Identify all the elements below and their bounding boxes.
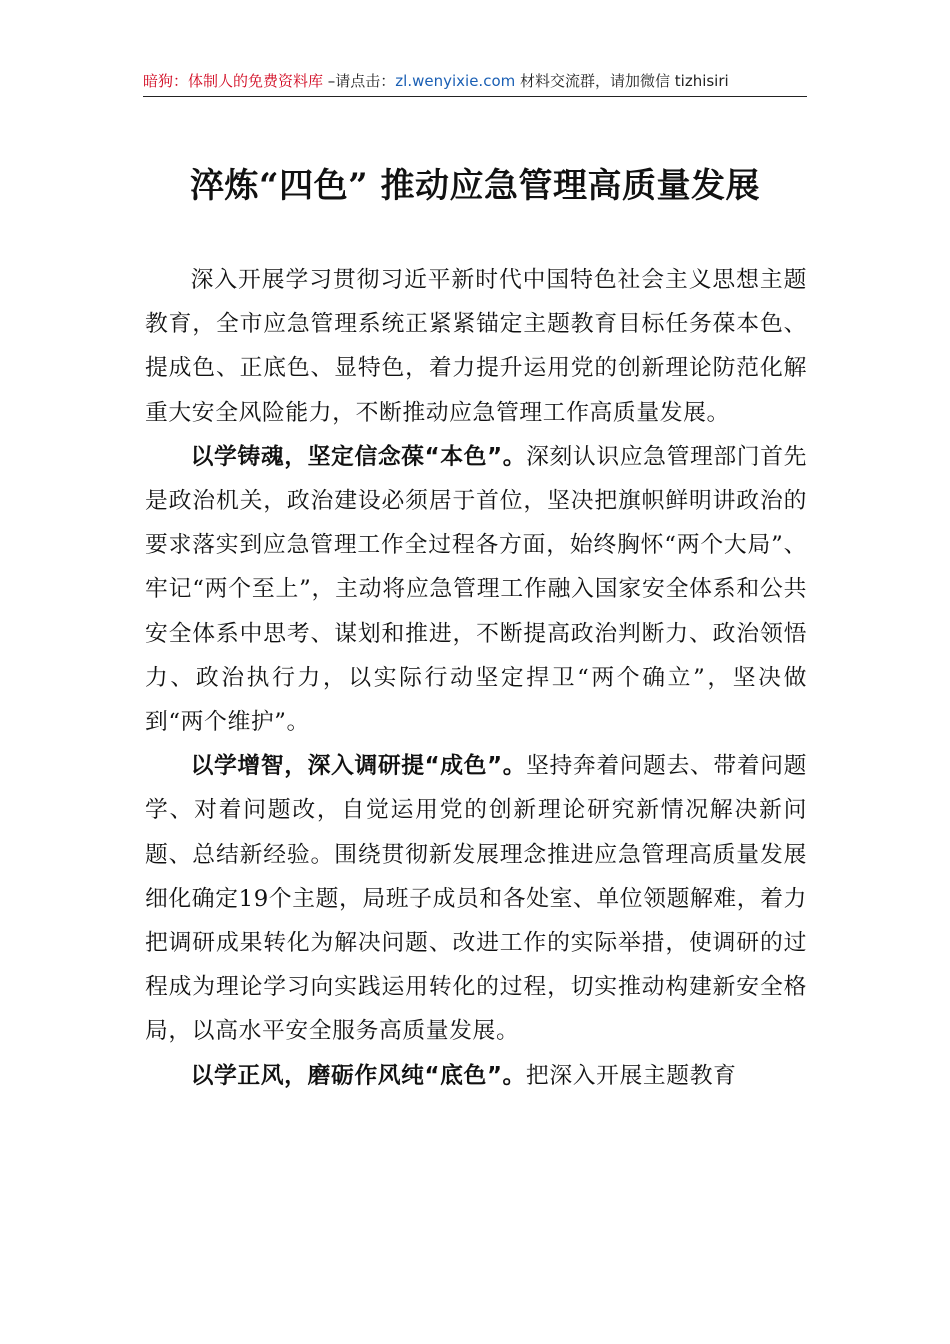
document-title: 淬炼“四色” 推动应急管理高质量发展	[190, 166, 760, 206]
paragraph-dise	[145, 1054, 807, 1098]
paragraph-text: 深入开展学习贯彻习近平新时代中国特色社会主义思想主题教育，全市应急管理系统正紧紧锚定主题教育目标任务葆本色、提成色、正底色、显特色，着力提升运用党的创新理论防范化解重大安全风险能力，不断推动应急管理工作高质量发展。	[145, 267, 807, 426]
paragraph-lead: 以学正风，磨砺作风纯“底色”。	[190, 1062, 526, 1089]
paragraph-chengse	[145, 744, 807, 1053]
header-click-prompt: –请点击：	[323, 72, 396, 90]
paragraph-text: 坚持奔着问题去、带着问题学、对着问题改，自觉运用党的创新理论研究新情况解决新问题、总结新经验。围绕贯彻新发展理念推进应急管理高质量发展细化确定19个主题，局班子成员和各处室、单位领题解难，着力把调研成果转化为解决问题、改进工作的实际举措，使调研的过程成为理论学习向实践运用转化的过程，切实推动构建新安全格局，以高水平安全服务高质量发展。	[145, 753, 808, 1045]
paragraph-text: 深刻认识应急管理部门首先是政治机关，政治建设必须居于首位，坚决把旗帜鲜明讲政治的要求落实到应急管理工作全过程各方面，始终胸怀“两个大局”、牢记“两个至上”，主动将应急管理工作融入国家安全体系和公共安全体系中思考、谋划和推进，不断提高政治判断力、政治领悟力、政治执行力，以实际行动坚定捍卫“两个确立”，坚决做到“两个维护”。	[145, 443, 808, 736]
paragraph-lead: 以学增智，深入调研提“成色”。	[190, 753, 527, 780]
header-site-link[interactable]: zl.wenyixie.com	[395, 72, 516, 90]
header-wechat-note: 材料交流群，请加微信 tizhisiri	[515, 72, 729, 90]
paragraph-intro	[145, 258, 807, 435]
paragraph-lead: 以学铸魂，坚定信念葆“本色”。	[190, 443, 527, 470]
paragraph-text: 把深入开展主题教育	[525, 1062, 737, 1089]
paragraph-bense	[145, 435, 807, 744]
document-body	[145, 258, 807, 1098]
header-site-name: 暗狗：体制人的免费资料库	[143, 72, 324, 90]
page-header	[143, 66, 807, 97]
